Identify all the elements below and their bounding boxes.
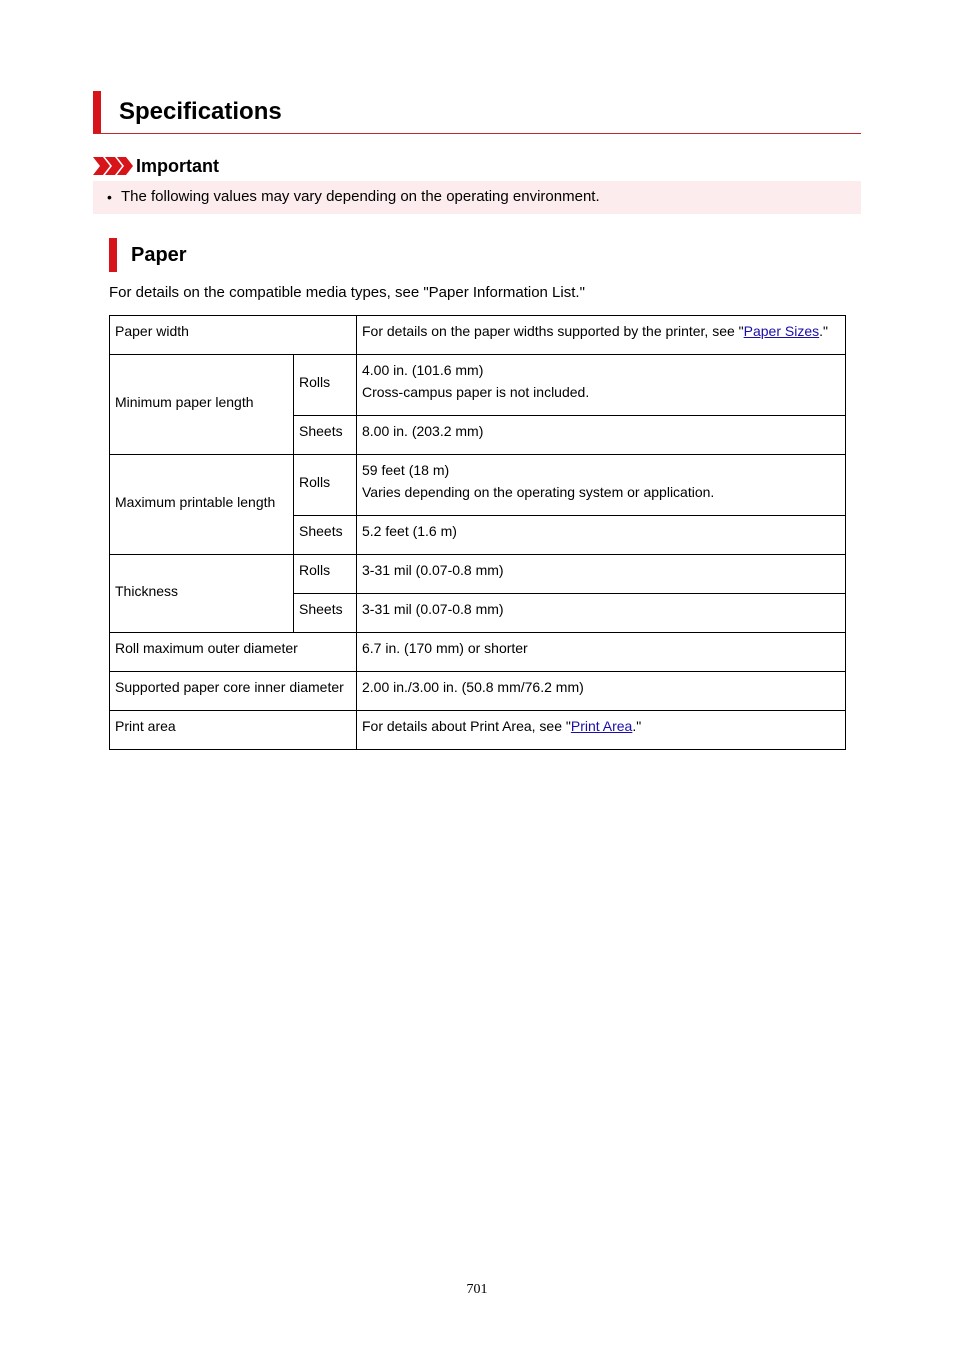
row-value: 3-31 mil (0.07-0.8 mm) [357, 555, 846, 594]
important-chevrons-icon [93, 157, 133, 175]
row-label: Paper width [110, 316, 357, 355]
row-value: 6.7 in. (170 mm) or shorter [357, 633, 846, 672]
row-value: 4.00 in. (101.6 mm) Cross-campus paper is not included. [357, 355, 846, 416]
page-number: 701 [466, 1282, 488, 1297]
heading-accent-bar [93, 91, 101, 133]
bullet-icon: • [107, 189, 112, 205]
row-label: Minimum paper length [110, 355, 294, 455]
sub-label: Sheets [294, 416, 357, 455]
row-value: 5.2 feet (1.6 m) [357, 516, 846, 555]
sub-label: Rolls [294, 455, 357, 516]
paper-sizes-link[interactable]: Paper Sizes [743, 323, 820, 339]
table-row [110, 316, 846, 355]
row-label: Thickness [110, 555, 294, 633]
row-value: 3-31 mil (0.07-0.8 mm) [357, 594, 846, 633]
important-title: Important [136, 156, 219, 176]
page-heading [93, 91, 861, 134]
sub-label: Sheets [294, 516, 357, 555]
row-value: For details about Print Area, see "Print Area." [357, 711, 846, 750]
paper-spec-table [109, 315, 846, 750]
row-label: Print area [110, 711, 357, 750]
important-note [93, 181, 861, 214]
table-row [110, 711, 846, 750]
section-accent-bar [109, 238, 117, 272]
row-value: For details on the paper widths supported by the printer, see "Paper Sizes." [357, 316, 846, 355]
table-row [110, 633, 846, 672]
table-row [110, 355, 846, 416]
sub-label: Rolls [294, 555, 357, 594]
section-intro: For details on the compatible media types, see "Paper Information List." [109, 284, 585, 301]
row-label: Maximum printable length [110, 455, 294, 555]
section-title: Paper [131, 244, 187, 266]
row-value: 59 feet (18 m) Varies depending on the operating system or application. [357, 455, 846, 516]
table-row [110, 672, 846, 711]
row-value: 2.00 in./3.00 in. (50.8 mm/76.2 mm) [357, 672, 846, 711]
row-label: Roll maximum outer diameter [110, 633, 357, 672]
sub-label: Rolls [294, 355, 357, 416]
sub-label: Sheets [294, 594, 357, 633]
important-text: The following values may vary depending on the operating environment. [121, 188, 600, 205]
print-area-link[interactable]: Print Area [570, 718, 633, 734]
table-row [110, 455, 846, 516]
page-title: Specifications [119, 98, 282, 125]
table-row [110, 555, 846, 594]
row-label: Supported paper core inner diameter [110, 672, 357, 711]
row-value: 8.00 in. (203.2 mm) [357, 416, 846, 455]
